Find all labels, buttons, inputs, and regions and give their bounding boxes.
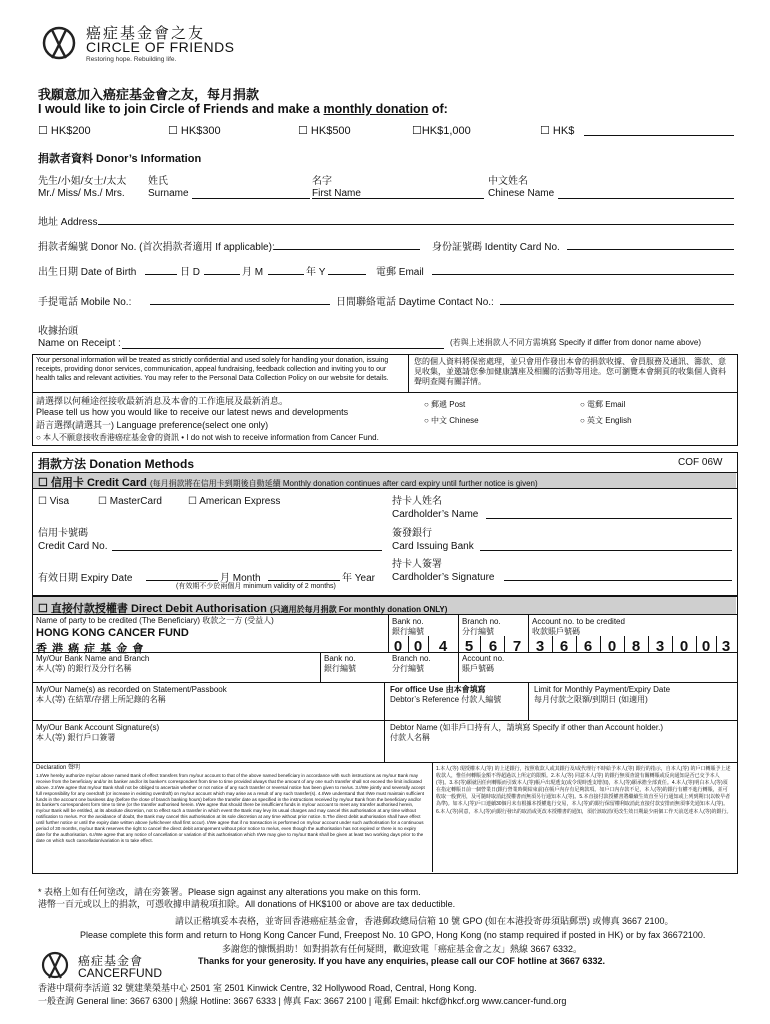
intro-en: I would like to join Circle of Friends and make a monthly donation of:	[38, 102, 448, 116]
credit-header-top	[32, 472, 737, 473]
dda-col-divider-1	[388, 614, 389, 652]
bank-no-label: Bank no. 銀行編號	[392, 617, 424, 636]
beneficiary-label: Name of party to be credited (The Beneficiary) 收款之一方 (受益人)	[36, 616, 274, 625]
account-names-label: My/Our Name(s) as recorded on Statement/Passbook 本人(等) 在結單/存摺上所記錄的名稱	[36, 685, 227, 704]
account-digit: 8	[631, 638, 641, 655]
surname-field[interactable]	[192, 198, 310, 199]
account-digit: 6	[583, 638, 593, 655]
address-label: 地址 Address	[38, 217, 98, 228]
chinese-name-label: 中文姓名 Chinese Name	[488, 176, 555, 199]
my-bank-no-label: Bank no. 銀行編號	[324, 654, 356, 673]
form-code: COF 06W	[678, 457, 723, 468]
digit-sep	[600, 636, 601, 652]
card-number-label: 信用卡號碼 Credit Card No.	[38, 528, 108, 552]
pref-en: Please tell us how you would like to receive our latest news and developments	[36, 407, 349, 417]
dob-month-label: 月 M	[242, 267, 264, 278]
dob-year-field[interactable]	[268, 274, 304, 275]
chinese-name-field[interactable]	[558, 198, 734, 199]
amount-other-field[interactable]	[584, 135, 734, 136]
mastercard-option[interactable]: ☐ MasterCard	[98, 496, 162, 507]
declaration-zh: 1.本人(等) 現授權本人(等) 的上述銀行，按照收款人或其銀行及/或代理行不時給予本人(等) 銀行的指示，自本人(等) 的戶口轉賬予上述收款人，惟任何轉賬金額不得超過以上所定的限額。2.本人(等) 同意本人(等) 的銀行無須查證有關轉賬或反向通知是否已交予本人(等)。3.本(等)願就因任何轉賬而引致本人(等)帳戶出現透支(或令現時透支增加)，本人(等)願承擔全部責任。4.本人(等)明白本人(等)須在指定轉賬日前一個營業日(銀行營業時間結束前)在帳戶內存有足夠款項。如戶口內存款不足，本人(等)的銀行有權不進行轉賬，並可收取一般費用，及可隨時取消此授權書而無須另行通知本人(等)。5.本直接付款授權書將繼續生效直至另行通知或上列到期日(以較早者為準)。如本人(等)戶口連續30個月未有根據本授權進行交易，本人(等)的銀行保留權利取消此直接付款安排而無須事先通知本人(等)。6.本人(等)同意，本人(等)向銀行發出的取消或更改本授權書的通知，須於該取消/更改生效日期最少兩個工作天前送達本人(等)的銀行。	[436, 766, 732, 815]
pref-zh: 請選擇以何種途徑接收最新消息及本會的工作進展及最新消息。	[36, 396, 289, 406]
account-digit: 3	[535, 638, 545, 655]
dob-year-label: 年 Y	[306, 267, 326, 278]
expiry-month-label: 月 Month	[220, 573, 261, 584]
dda-row5-top	[32, 762, 737, 763]
thanks-zh: 多謝您的慷慨捐助！如對捐款有任何疑問，歡迎致電「癌症基金會之友」熱線 3667 6332。	[222, 944, 583, 954]
bank-no-digit: 0	[393, 638, 403, 655]
dda-title[interactable]: ☐ 直接付款授權書 Direct Debit Authorisation (只適用於每月捐款 For monthly donation ONLY)	[38, 603, 448, 615]
logo-en: CIRCLE OF FRIENDS	[86, 39, 235, 55]
declaration-divider	[432, 762, 433, 872]
declaration-en: 1.I/We hereby authorize my/our above named Bank of effect transfers from my/our account to that of the above named beneficiary in accordance with such instructions as my/our Bank may receive from the beneficiary and/or its banker and/or its banker's correspondent from time to time provided always that the amount of any one such transfer shall not exceed the limit indicated above. 2.I/We agree that my/our Bank shall not be obliged to ascertain whether or not notice of any such transfer or reversal notice has been given to me/us. 3.I/We jointly and severally accept full responsibility for any overdraft (or increase in existing overdraft) on my/our account which may arise as a result of any such transfer(s). 4.I/We understand that I/We must maintain sufficient funds in the account one business day (before the close of branch banking hours) before the transfer date as specified in the instructions received by my/our Bank from the beneficiary and/or its banker's correspondent form time to time (or the transfer authorised herein. I/We agree that should there be insufficient funds in my/our account to meet any transfer authorised herein, my/our Bank will be entitled, at its absolute discretion, not to effect such a transfer in which event the Bank may levy its usual charges and may cancel this authorisation at any time without notification to me/us. For the avoidance of doubt, the Bank may cancel this authorisation at its sole discretion at any time without prior notice. 5.The direct debit authorisation shall have effect until further notice or until the expiry date written above (whichever shall first occur). I/We agree that if no transaction is performed on my/our account under such authorisation for a continuous period of 30 months, my/our Bank reserves the right to cancel the direct debit arrangement without prior notice to me/us, even though the authorisation has not expired or there is no expiry date for the authorisation. 6.I/We agree that any notice of cancellation or variation of this authorisation which I/We may give to my/our Bank shall be given at least two working days prior to the date on which such cancellation/variation is to take effect.	[36, 773, 425, 843]
dda-row2-top	[32, 652, 388, 653]
account-digit: 3	[721, 638, 731, 655]
digit-sep	[672, 636, 673, 652]
amount-option-200[interactable]: ☐ HK$200	[38, 125, 91, 137]
account-digit: 3	[655, 638, 665, 655]
dob-label: 出生日期 Date of Birth	[38, 267, 137, 278]
return-instructions-zh: 請以正楷填妥本表格，並寄回香港癌症基金會，香港郵政總局信箱 10 號 GPO (如在本港投寄毋須貼郵票) 或傳真 3667 2100。	[175, 916, 674, 926]
daytime-label: 日間聯絡電話 Daytime Contact No.:	[336, 297, 494, 308]
mobile-field[interactable]	[150, 304, 330, 305]
salutation-label: 先生/小姐/女士/太太 Mr./ Miss/ Ms./ Mrs.	[38, 176, 127, 199]
cancer-fund-logo-zh: 癌症基金會	[78, 954, 144, 968]
digit-sep	[696, 636, 697, 652]
card-number-field[interactable]	[112, 550, 382, 551]
circle-of-friends-logo	[38, 22, 235, 64]
limit-label: Limit for Monthly Payment/Expiry Date 每月付款之限額/到期日 (如適用)	[534, 685, 671, 704]
amount-option-1000[interactable]: ☐HK$1,000	[412, 125, 471, 137]
return-instructions-en: Please complete this form and return to Hong Kong Cancer Fund, Freepost No. 10 GPO, Hong Kong (no stamp required if posted in HK) or by fax 36672100.	[80, 930, 706, 940]
digit-sep	[428, 636, 429, 652]
id-card-field[interactable]	[567, 249, 734, 250]
ribbon-icon	[38, 22, 80, 64]
amex-option[interactable]: ☐ American Express	[188, 496, 281, 507]
issuing-bank-field[interactable]	[480, 550, 732, 551]
account-digit: 0	[701, 638, 711, 655]
expiry-label: 有效日期 Expiry Date	[38, 573, 133, 584]
english-option[interactable]: ○ 英文 English	[580, 416, 632, 425]
visa-option[interactable]: ☐ Visa	[38, 496, 70, 507]
digit-sep	[458, 614, 459, 652]
expiry-note: (有效期不少於兩個月 minimum validity of 2 months)	[176, 583, 336, 590]
branch-no-label: Branch no. 分行編號	[462, 617, 501, 636]
account-digit: 0	[607, 638, 617, 655]
digit-sep	[504, 636, 505, 652]
expiry-year-label: 年 Year	[342, 573, 375, 584]
digit-sep	[408, 636, 409, 652]
my-branch-no-label: Branch no. 分行編號	[392, 654, 431, 673]
dda-row4-div	[384, 720, 385, 762]
thanks-en: Thanks for your generosity. If you have any enquiries, please call our COF hotline at 3667 6332.	[198, 956, 605, 966]
cancer-fund-logo	[38, 950, 178, 980]
issuing-bank-label: 簽發銀行 Card Issuing Bank	[392, 528, 474, 552]
opt-out-option[interactable]: ○ 本人不願意接收香港癌症基金會的資訊 • I do not wish to receive information from Cancer Fund.	[36, 433, 379, 442]
account-digit: 6	[559, 638, 569, 655]
debtor-name-label: Debtor Name (如非戶口持有人，請填寫 Specify if other than Account holder.) 付款人名稱	[390, 723, 663, 742]
amount-option-500[interactable]: ☐ HK$500	[298, 125, 351, 137]
logo-zh: 癌症基金會之友	[86, 25, 206, 42]
dda-row2-div1	[320, 652, 321, 682]
receipt-label: 收據抬頭 Name on Receipt :	[38, 326, 121, 349]
language-pref: 語言選擇(請選其一) Language preference(select one only)	[36, 420, 269, 430]
beneficiary-name-en: HONG KONG CANCER FUND	[36, 627, 189, 639]
expiry-year-field[interactable]	[268, 580, 340, 581]
donation-methods-title: 捐款方法 Donation Methods	[38, 457, 194, 471]
digit-sep	[552, 636, 553, 652]
digit-sep	[716, 636, 717, 652]
logo-tagline: Restoring hope. Rebuilding life.	[86, 56, 177, 63]
alteration-note: * 表格上如有任何塗改，請在旁簽署。Please sign against any alterations you make on this form.	[38, 887, 421, 897]
branch-no-digit: 6	[488, 638, 498, 655]
intro-zh: 我願意加入癌症基金會之友，每月捐款	[38, 87, 260, 102]
address-field[interactable]	[98, 224, 734, 225]
footer-contact: 一般查詢 General line: 3667 6300 | 熱線 Hotline: 3667 6333 | 傳真 Fax: 3667 2100 | 電郵 Email: hkcf@hkcf.org www.cancer-fund.org	[38, 996, 567, 1006]
acct-credit-label: Account no. to be credited 收款賬戶號碼	[532, 617, 625, 636]
cardholder-name-field[interactable]	[486, 518, 732, 519]
account-signature-label: My/Our Bank Account Signature(s) 本人(等) 銀行戶口簽署	[36, 723, 160, 742]
cardholder-name-label: 持卡人姓名 Cardholder’s Name	[392, 496, 479, 520]
bank-no-digit: 0	[413, 638, 423, 655]
digit-sep	[576, 636, 577, 652]
privacy-divider	[408, 354, 409, 392]
digit-sep	[480, 636, 481, 652]
dda-row3-div1	[384, 682, 385, 720]
surname-label: 姓氏 Surname	[148, 176, 189, 199]
mobile-label: 手提電話 Mobile No.:	[38, 297, 132, 308]
amount-option-other[interactable]: ☐ HK$	[540, 125, 575, 137]
privacy-text-zh: 您的個人資料將保密處理，並只會用作發出本會的捐款收據、會員服務及通訊、籌款、意見收集，並邀請您參加健康講座及相關的活動等用途。您可瀏覽本會網頁的收集個人資料聲明查閱有關詳情。	[414, 357, 726, 386]
firstname-field[interactable]	[312, 198, 484, 199]
account-digit: 0	[679, 638, 689, 655]
receipt-name-field[interactable]	[122, 348, 444, 349]
office-use-label: For office Use 由本會填寫 Debtor’s Reference 付款人編號	[390, 685, 502, 704]
firstname-label: 名字 First Name	[312, 176, 361, 199]
cardholder-signature-label: 持卡人簽署 Cardholder’s Signature	[392, 559, 495, 583]
ribbon-icon	[38, 950, 72, 980]
cancer-fund-logo-en: CANCERFUND	[78, 966, 162, 980]
donor-no-field[interactable]	[274, 249, 420, 250]
dda-row2-div2	[458, 652, 459, 682]
dob-day-label: 日 D	[180, 267, 200, 278]
donor-no-label: 捐款者編號 Donor No. (首次捐款者適用 If applicable):	[38, 242, 275, 253]
footer-address: 香港中環荷李活道 32 號建業榮基中心 2501 室 2501 Kinwick Centre, 32 Hollywood Road, Central, Hong Kong.	[38, 983, 477, 993]
my-bank-label: My/Our Bank Name and Branch 本人(等) 的銀行及分行名稱	[36, 654, 150, 673]
receipt-note: (若與上述捐款人不同方需填寫 Specify if differ from donor name above)	[450, 338, 702, 347]
privacy-hline	[32, 392, 737, 393]
post-option[interactable]: ○ 郵遞 Post	[424, 400, 466, 409]
my-account-no-label: Account no. 賬戶號碼	[462, 654, 505, 673]
digit-sep	[528, 614, 529, 652]
email-field[interactable]	[432, 274, 734, 275]
donor-info-title: 捐款者資料 Donor’s Information	[38, 153, 202, 165]
dob-month-field[interactable]	[204, 274, 240, 275]
digit-sep	[624, 636, 625, 652]
id-card-label: 身份証號碼 Identity Card No.	[432, 242, 560, 253]
amount-option-300[interactable]: ☐ HK$300	[168, 125, 221, 137]
credit-card-title[interactable]: ☐ 信用卡 Credit Card (每月捐款將在信用卡到期後自動延續 Monthly donation continues after card expiry until further notice is given)	[38, 477, 538, 489]
privacy-text-en: Your personal information will be treated as strictly confidential and used solely for handling your donation, issuing receipts, providing donor services, communication, appeal fundraising, feedback collection and inviting you to our health talks and relevant activities. You may refer to the Personal Data Collection Policy on our website for details.	[36, 357, 389, 382]
dob-day-field[interactable]	[145, 274, 177, 275]
digit-sep	[648, 636, 649, 652]
daytime-field[interactable]	[500, 304, 734, 305]
dob-year-field-2[interactable]	[328, 274, 366, 275]
declaration-title: Declaration 聲明	[36, 765, 81, 771]
expiry-month-field[interactable]	[146, 580, 218, 581]
tax-note: 港幣一百元或以上的捐款，可憑收據申請稅項扣除。All donations of HK$100 or above are tax deductible.	[38, 899, 456, 909]
email-label: 電郵 Email	[376, 267, 424, 278]
dda-row3-div2	[528, 682, 529, 720]
beneficiary-name-zh: 香 港 癌 症 基 金 會	[36, 643, 145, 655]
bank-no-digit: 4	[438, 638, 448, 655]
cardholder-signature-field[interactable]	[504, 580, 732, 581]
chinese-option[interactable]: ○ 中文 Chinese	[424, 416, 479, 425]
branch-no-digit: 7	[512, 638, 522, 655]
email-option[interactable]: ○ 電郵 Email	[580, 400, 626, 409]
branch-no-digit: 5	[464, 638, 474, 655]
